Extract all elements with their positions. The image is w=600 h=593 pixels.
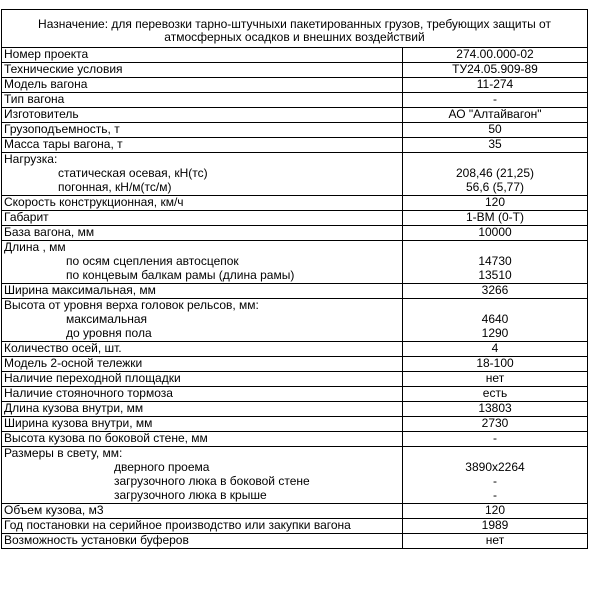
- group-label: Размеры в свету, мм:: [2, 447, 403, 462]
- row-value: 4: [403, 342, 588, 357]
- table-row: [2, 475, 588, 489]
- row-value: -: [403, 475, 588, 489]
- row-label: Технические условия: [2, 63, 403, 78]
- table-row: [2, 108, 588, 123]
- table-row: [2, 402, 588, 417]
- row-label: Наличие переходной площадки: [2, 372, 403, 387]
- row-label: Высота кузова по боковой стене, мм: [2, 432, 403, 447]
- row-value: 35: [403, 138, 588, 153]
- row-label: Номер проекта: [2, 48, 403, 63]
- table-row: [2, 387, 588, 402]
- row-label: максимальная: [2, 313, 403, 327]
- table-row: [2, 313, 588, 327]
- row-value: 11-274: [403, 78, 588, 93]
- row-value: 56,6 (5,77): [403, 181, 588, 196]
- row-value: 13510: [403, 269, 588, 284]
- row-label: Модель вагона: [2, 78, 403, 93]
- row-label: Количество осей, шт.: [2, 342, 403, 357]
- table-row: [2, 241, 588, 256]
- row-value: 10000: [403, 226, 588, 241]
- table-row: [2, 327, 588, 342]
- row-value: -: [403, 432, 588, 447]
- group-label: Длина , мм: [2, 241, 403, 256]
- table-row: [2, 255, 588, 269]
- group-label: Нагрузка:: [2, 153, 403, 168]
- row-value: нет: [403, 372, 588, 387]
- row-value: нет: [403, 534, 588, 549]
- row-label: Масса тары вагона, т: [2, 138, 403, 153]
- group-label: Высота от уровня верха головок рельсов, мм:: [2, 299, 403, 314]
- row-value: 18-100: [403, 357, 588, 372]
- row-label: загрузочного люка в крыше: [2, 489, 403, 504]
- table-row: [2, 123, 588, 138]
- row-label: База вагона, мм: [2, 226, 403, 241]
- row-label: Модель 2-осной тележки: [2, 357, 403, 372]
- table-row: [2, 284, 588, 299]
- row-value: 1290: [403, 327, 588, 342]
- row-value: 2730: [403, 417, 588, 432]
- row-label: дверного проема: [2, 461, 403, 475]
- table-row: [2, 504, 588, 519]
- row-value: 208,46 (21,25): [403, 167, 588, 181]
- row-value: -: [403, 489, 588, 504]
- row-value: АО "Алтайвагон": [403, 108, 588, 123]
- row-label: Наличие стояночного тормоза: [2, 387, 403, 402]
- table-row: [2, 153, 588, 168]
- row-label: Изготовитель: [2, 108, 403, 123]
- table-row: [2, 447, 588, 462]
- table-row: [2, 226, 588, 241]
- row-label: Габарит: [2, 211, 403, 226]
- row-label: Возможность установки буферов: [2, 534, 403, 549]
- row-label: загрузочного люка в боковой стене: [2, 475, 403, 489]
- row-label: статическая осевая, кН(тс): [2, 167, 403, 181]
- table-row: [2, 299, 588, 314]
- table-row: [2, 534, 588, 549]
- row-label: Ширина максимальная, мм: [2, 284, 403, 299]
- row-value: 1989: [403, 519, 588, 534]
- table-row: [2, 489, 588, 504]
- row-value: 3266: [403, 284, 588, 299]
- row-value: [403, 153, 588, 168]
- table-row: [2, 48, 588, 63]
- table-row: [2, 342, 588, 357]
- table-row: [2, 357, 588, 372]
- spec-table: [1, 47, 588, 549]
- row-value: 13803: [403, 402, 588, 417]
- row-value: 120: [403, 196, 588, 211]
- row-value: [403, 447, 588, 462]
- row-value: 3890х2264: [403, 461, 588, 475]
- row-label: Ширина кузова внутри, мм: [2, 417, 403, 432]
- table-row: [2, 461, 588, 475]
- row-value: -: [403, 93, 588, 108]
- row-value: есть: [403, 387, 588, 402]
- row-label: Объем кузова, м3: [2, 504, 403, 519]
- table-row: [2, 432, 588, 447]
- row-label: Скорость конструкционная, км/ч: [2, 196, 403, 211]
- row-label: погонная, кН/м(тс/м): [2, 181, 403, 196]
- spec-document: [1, 9, 588, 549]
- row-label: по концевым балкам рамы (длина рамы): [2, 269, 403, 284]
- table-row: [2, 167, 588, 181]
- row-label: Тип вагона: [2, 93, 403, 108]
- table-row: [2, 269, 588, 284]
- table-row: [2, 138, 588, 153]
- row-label: Грузоподъемность, т: [2, 123, 403, 138]
- row-value: 120: [403, 504, 588, 519]
- table-row: [2, 93, 588, 108]
- table-row: [2, 519, 588, 534]
- row-label: до уровня пола: [2, 327, 403, 342]
- row-label: по осям сцепления автосцепок: [2, 255, 403, 269]
- table-row: [2, 78, 588, 93]
- row-value: ТУ24.05.909-89: [403, 63, 588, 78]
- row-label: Год постановки на серийное производство или закупки вагона: [2, 519, 403, 534]
- row-value: 1-ВМ (0-Т): [403, 211, 588, 226]
- row-value: [403, 299, 588, 314]
- purpose-title: Назначение: для перевозки тарно-штучныхи пакетированных грузов, требующих защиты от атмосферных осадков и внешних воздействий: [1, 9, 588, 47]
- table-row: [2, 417, 588, 432]
- row-value: 4640: [403, 313, 588, 327]
- table-row: [2, 181, 588, 196]
- table-row: [2, 211, 588, 226]
- row-value: 274.00.000-02: [403, 48, 588, 63]
- row-value: [403, 241, 588, 256]
- row-label: Длина кузова внутри, мм: [2, 402, 403, 417]
- table-row: [2, 63, 588, 78]
- table-row: [2, 196, 588, 211]
- table-row: [2, 372, 588, 387]
- row-value: 14730: [403, 255, 588, 269]
- row-value: 50: [403, 123, 588, 138]
